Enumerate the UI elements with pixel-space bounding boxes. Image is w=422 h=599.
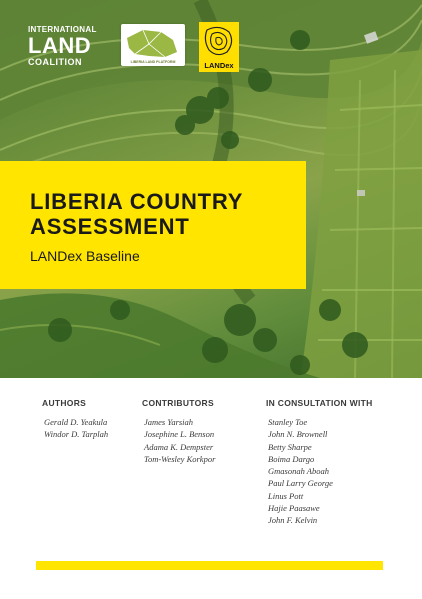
consultant-name: Hajie Paasawe xyxy=(268,503,320,514)
consultant-name: Gmasonah Aboah xyxy=(268,466,329,477)
contributor-name: Adama K. Dempster xyxy=(144,441,214,452)
ilc-logo-line2: LAND xyxy=(28,33,92,58)
report-title-line2: ASSESSMENT xyxy=(30,214,190,239)
consultant-name: John N. Brownell xyxy=(268,429,328,440)
authors-heading: AUTHORS xyxy=(42,398,87,408)
consultant-name: John F. Kelvin xyxy=(268,515,318,526)
consultant-name: Linus Pott xyxy=(268,490,304,501)
consultation-heading: IN CONSULTATION WITH xyxy=(266,398,373,408)
report-title xyxy=(30,189,243,239)
authors-list xyxy=(42,416,108,441)
liberia-land-platform-logo xyxy=(121,24,185,66)
author-name: Gerald D. Yeakula xyxy=(44,417,108,427)
contributor-name: James Yarsiah xyxy=(144,417,194,427)
title-banner xyxy=(0,161,306,289)
report-subtitle: LANDex Baseline xyxy=(30,248,140,264)
consultant-name: Boima Dargo xyxy=(268,453,315,464)
author-name: Windor D. Tarplah xyxy=(44,429,109,440)
international-land-coalition-logo xyxy=(28,26,110,67)
consultation-list xyxy=(266,416,373,527)
consultant-name: Stanley Toe xyxy=(268,417,308,427)
landex-logo-text: LANDex xyxy=(204,61,234,70)
contributor-name: Tom-Wesley Korkpor xyxy=(144,453,216,464)
authors-column xyxy=(42,398,108,441)
llp-logo-text: LIBERIA LAND PLATFORM xyxy=(130,59,176,64)
contributors-heading: CONTRIBUTORS xyxy=(142,398,214,408)
ilc-logo-line1: INTERNATIONAL xyxy=(28,25,97,34)
consultant-name: Paul Larry George xyxy=(268,478,333,489)
bottom-accent-bar xyxy=(36,561,383,570)
credits-section xyxy=(0,398,422,548)
report-title-line1: LIBERIA COUNTRY xyxy=(30,189,244,214)
landex-logo xyxy=(199,22,239,72)
ilc-logo-line3: COALITION xyxy=(28,57,82,67)
consultation-column xyxy=(266,398,373,527)
contributors-column xyxy=(142,398,215,465)
consultant-name: Betty Sharpe xyxy=(268,441,312,452)
contributor-name: Josephine L. Benson xyxy=(144,429,215,440)
contributors-list xyxy=(142,416,215,465)
